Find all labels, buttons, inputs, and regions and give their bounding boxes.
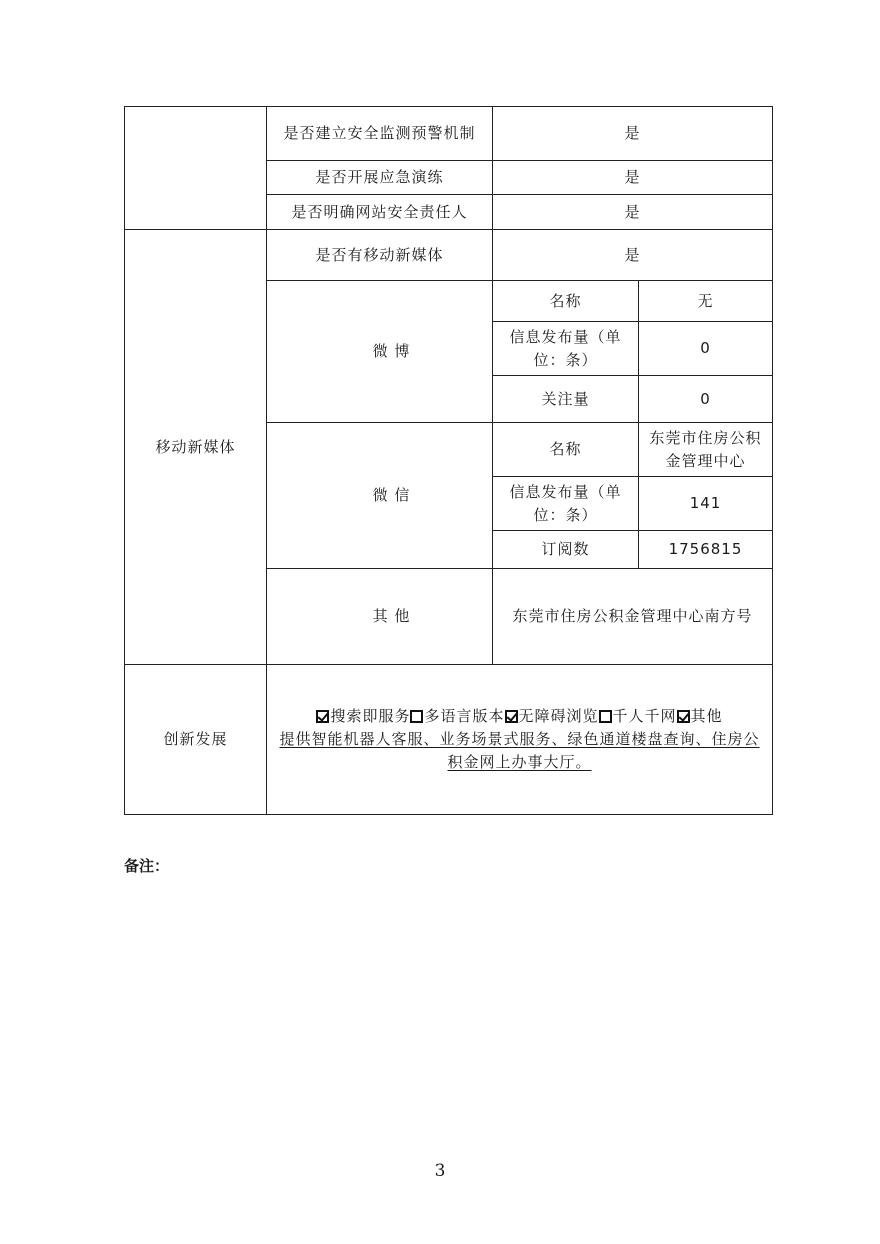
wechat-label: 微 信	[267, 423, 493, 569]
option-personalized: 千人千网	[612, 707, 677, 725]
wechat-subs-value: 1756815	[639, 531, 773, 569]
option-other: 其他	[690, 707, 723, 725]
emergency-drill-value: 是	[493, 161, 773, 195]
security-section-cell	[125, 107, 267, 230]
security-officer-label: 是否明确网站安全责任人	[267, 195, 493, 230]
other-media-label: 其 他	[267, 569, 493, 665]
notes-label: 备注：	[124, 857, 170, 875]
has-media-label: 是否有移动新媒体	[267, 230, 493, 281]
unchecked-checkbox-icon[interactable]	[410, 710, 423, 723]
wechat-posts-value: 141	[639, 477, 773, 531]
innovation-other-detail: 提供智能机器人客服、业务场景式服务、绿色通道楼盘查询、住房公积金网上办事大厅。	[279, 730, 760, 771]
weibo-posts-label: 信息发布量（单位：条）	[493, 322, 639, 376]
security-officer-value: 是	[493, 195, 773, 230]
security-monitoring-value: 是	[493, 107, 773, 161]
weibo-name-value: 无	[639, 281, 773, 322]
weibo-posts-value: 0	[639, 322, 773, 376]
emergency-drill-label: 是否开展应急演练	[267, 161, 493, 195]
option-accessibility: 无障碍浏览	[518, 707, 599, 725]
media-section-label: 移动新媒体	[125, 230, 267, 665]
report-table	[124, 106, 773, 815]
option-search-service: 搜索即服务	[330, 707, 411, 725]
page-number: 3	[434, 1161, 446, 1181]
wechat-subs-label: 订阅数	[493, 531, 639, 569]
unchecked-checkbox-icon[interactable]	[599, 710, 612, 723]
weibo-name-label: 名称	[493, 281, 639, 322]
innovation-section-label: 创新发展	[125, 665, 267, 815]
security-monitoring-label: 是否建立安全监测预警机制	[267, 107, 493, 161]
wechat-name-label: 名称	[493, 423, 639, 477]
wechat-name-value: 东莞市住房公积金管理中心	[639, 423, 773, 477]
option-multilingual: 多语言版本	[424, 707, 505, 725]
innovation-content	[267, 665, 773, 815]
has-media-value: 是	[493, 230, 773, 281]
wechat-posts-label: 信息发布量（单位：条）	[493, 477, 639, 531]
weibo-label: 微 博	[267, 281, 493, 423]
weibo-follow-label: 关注量	[493, 376, 639, 423]
weibo-follow-value: 0	[639, 376, 773, 423]
checked-checkbox-icon[interactable]	[505, 710, 518, 723]
checked-checkbox-icon[interactable]	[677, 710, 690, 723]
checked-checkbox-icon[interactable]	[316, 710, 329, 723]
innovation-options	[273, 705, 766, 728]
other-media-value: 东莞市住房公积金管理中心南方号	[493, 569, 773, 665]
